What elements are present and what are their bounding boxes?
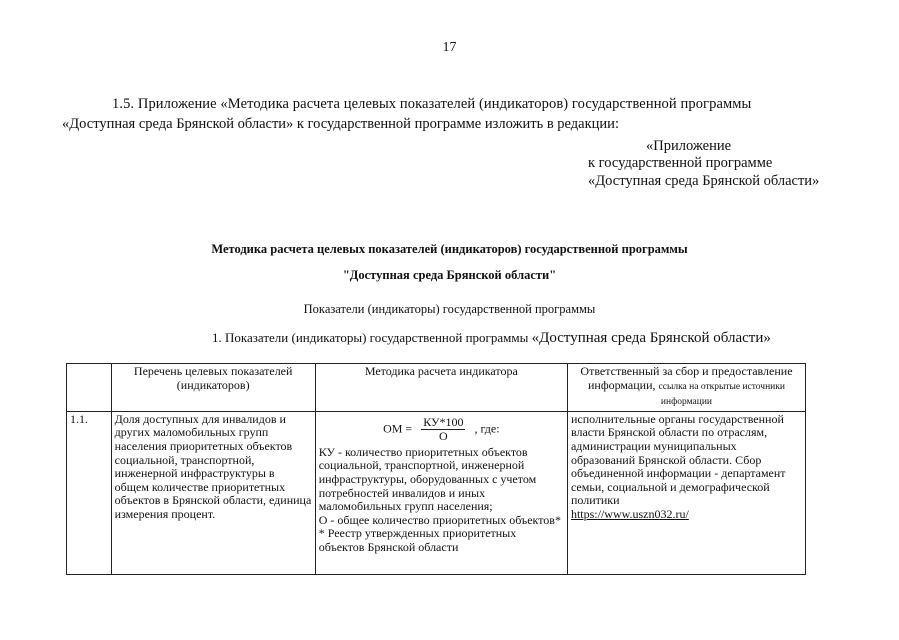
table-row	[67, 411, 806, 574]
formula-lhs: ОМ =	[383, 421, 413, 436]
table-header-row	[67, 364, 806, 412]
formula-denominator: О	[439, 428, 448, 443]
header-cell-indicators: Перечень целевых показателей (индикаторов)	[111, 364, 315, 412]
header-cell-responsible	[567, 364, 805, 412]
indicator-description: Доля доступных для инвалидов и других маломобильных групп населения приоритетных объектов социальной, транспортной, инженерной инфраструктуры в общем количестве приоритетных объектов в Брянской области, единица измерения процент.	[111, 411, 315, 574]
calculation-method	[315, 411, 567, 574]
row-number: 1.1.	[67, 411, 112, 574]
section-heading-prefix: 1. Показатели (индикаторы) государственной программы	[212, 330, 532, 345]
header-responsible-sources: ссылка на открытые источники информации	[658, 381, 785, 408]
intro-line-2: «Доступная среда Брянской области» к государственной программе изложить в редакции:	[62, 116, 619, 132]
formula	[319, 413, 564, 446]
page-number: 17	[442, 40, 457, 55]
definition-o: О - общее количество приоритетных объектов*	[318, 512, 561, 527]
header-cell-number	[67, 364, 112, 412]
formula-suffix: , где:	[474, 421, 500, 436]
appendix-header-line-3: «Доступная среда Брянской области»	[588, 173, 820, 189]
header-cell-method: Методика расчета индикатора	[315, 364, 567, 412]
registry-note: * Реестр утвержденных приоритетных объектов Брянской области	[318, 526, 517, 554]
formula-numerator: КУ*100	[423, 414, 464, 429]
appendix-header-line-2: к государственной программе	[588, 155, 773, 171]
section-heading-program-name: «Доступная среда Брянской области»	[531, 330, 771, 346]
formula-fraction	[421, 416, 465, 443]
source-link[interactable]: https://www.uszn032.ru/	[570, 506, 689, 521]
intro-line-1: 1.5. Приложение «Методика расчета целевых показателей (индикаторов) государственной программы	[112, 96, 752, 112]
appendix-header-line-1: «Приложение	[646, 138, 732, 154]
document-subtitle: Показатели (индикаторы) государственной программы	[303, 302, 596, 316]
section-heading	[212, 330, 771, 347]
header-responsible-main: Ответственный за сбор и предоставление информации,	[580, 364, 793, 392]
responsible-text: исполнительные органы государственной власти Брянской области по отраслям, администрации муниципальных образований Брянской области. Сбор объединенной информации - департамент семьи, социальной и демографической политики	[570, 411, 786, 508]
responsible-party	[567, 411, 805, 574]
document-title-line-1: Методика расчета целевых показателей (индикаторов) государственной программы	[211, 242, 688, 256]
indicators-table	[66, 363, 806, 575]
document-title-line-2: "Доступная среда Брянской области"	[342, 268, 557, 282]
definition-ku: КУ - количество приоритетных объектов социальной, транспортной, инженерной инфраструктуры, оборудованных с учетом потребностей инвалидов и иных маломобильных групп населения;	[318, 444, 537, 514]
